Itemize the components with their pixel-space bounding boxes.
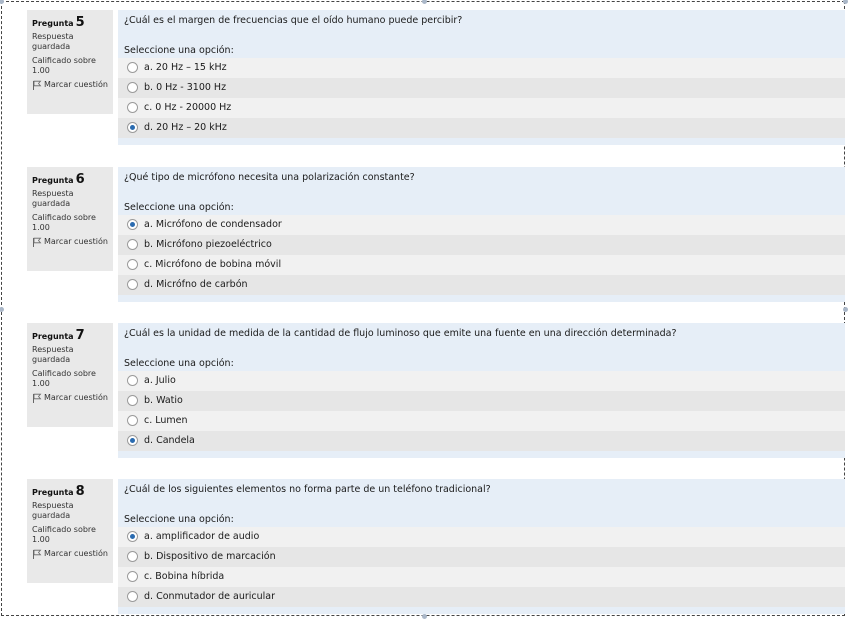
question-number-label: Pregunta — [32, 19, 74, 28]
question-grade: Calificado sobre 1.00 — [32, 369, 96, 388]
radio-button[interactable] — [127, 259, 138, 270]
answer-prompt: Seleccione una opción: — [124, 45, 234, 56]
question-block — [0, 323, 848, 463]
question-content — [118, 323, 845, 458]
radio-button[interactable] — [127, 395, 138, 406]
answer-prompt: Seleccione una opción: — [124, 514, 234, 525]
question-text: ¿Cuál es la unidad de medida de la cantidad de flujo luminoso que emite una fuente en una dirección determinada? — [124, 328, 677, 339]
answer-list — [118, 371, 845, 451]
question-number-value: 7 — [75, 328, 85, 343]
answer-option[interactable] — [118, 431, 845, 451]
question-grade: Calificado sobre 1.00 — [32, 213, 96, 232]
answer-label[interactable]: a. 20 Hz – 15 kHz — [144, 62, 227, 73]
question-info — [27, 167, 113, 271]
question-state: Respuesta guardada — [32, 501, 74, 520]
answer-list — [118, 58, 845, 138]
answer-option[interactable] — [118, 255, 845, 275]
question-info — [27, 10, 113, 114]
answer-label[interactable]: b. Dispositivo de marcación — [144, 551, 276, 562]
question-number-value: 6 — [75, 172, 85, 187]
question-number-value: 8 — [75, 484, 85, 499]
question-grade: Calificado sobre 1.00 — [32, 56, 96, 75]
question-text: ¿Qué tipo de micrófono necesita una polarización constante? — [124, 172, 415, 183]
resize-handle[interactable] — [843, 0, 848, 4]
radio-button[interactable] — [127, 375, 138, 386]
radio-button[interactable] — [127, 415, 138, 426]
answer-prompt: Seleccione una opción: — [124, 358, 234, 369]
radio-button[interactable] — [127, 551, 138, 562]
question-number-label: Pregunta — [32, 488, 74, 497]
answer-prompt: Seleccione una opción: — [124, 202, 234, 213]
answer-list — [118, 527, 845, 607]
flag-question-link[interactable] — [32, 393, 108, 403]
question-info — [27, 323, 113, 427]
radio-button[interactable] — [127, 435, 138, 446]
flag-question-link[interactable] — [32, 80, 108, 90]
question-block — [0, 479, 848, 619]
radio-button[interactable] — [127, 591, 138, 602]
flag-icon — [32, 393, 42, 403]
question-number-label: Pregunta — [32, 176, 74, 185]
answer-option[interactable] — [118, 275, 845, 295]
question-state: Respuesta guardada — [32, 189, 74, 208]
answer-label[interactable]: c. 0 Hz - 20000 Hz — [144, 102, 232, 113]
question-block — [0, 10, 848, 150]
flag-question-label: Marcar cuestión — [44, 549, 108, 558]
flag-question-label: Marcar cuestión — [44, 393, 108, 402]
radio-button[interactable] — [127, 279, 138, 290]
radio-button[interactable] — [127, 531, 138, 542]
answer-label[interactable]: b. Watio — [144, 395, 183, 406]
radio-button[interactable] — [127, 122, 138, 133]
answer-option[interactable] — [118, 98, 845, 118]
question-text: ¿Cuál es el margen de frecuencias que el oído humano puede percibir? — [124, 15, 463, 26]
question-block — [0, 167, 848, 307]
answer-option[interactable] — [118, 235, 845, 255]
radio-button[interactable] — [127, 219, 138, 230]
question-state: Respuesta guardada — [32, 345, 74, 364]
answer-label[interactable]: d. Micrófno de carbón — [144, 279, 248, 290]
answer-option[interactable] — [118, 527, 845, 547]
question-number-value: 5 — [75, 15, 85, 30]
answer-option[interactable] — [118, 411, 845, 431]
question-number-label: Pregunta — [32, 332, 74, 341]
question-grade: Calificado sobre 1.00 — [32, 525, 96, 544]
question-number — [32, 329, 108, 343]
answer-label[interactable]: a. Micrófono de condensador — [144, 219, 282, 230]
question-content — [118, 479, 845, 614]
answer-option[interactable] — [118, 118, 845, 138]
answer-label[interactable]: c. Bobina híbrida — [144, 571, 225, 582]
answer-label[interactable]: d. Candela — [144, 435, 195, 446]
answer-label[interactable]: c. Lumen — [144, 415, 188, 426]
answer-label[interactable]: a. amplificador de audio — [144, 531, 260, 542]
flag-question-label: Marcar cuestión — [44, 237, 108, 246]
radio-button[interactable] — [127, 62, 138, 73]
answer-option[interactable] — [118, 391, 845, 411]
answer-option[interactable] — [118, 215, 845, 235]
answer-option[interactable] — [118, 371, 845, 391]
radio-button[interactable] — [127, 82, 138, 93]
answer-label[interactable]: d. 20 Hz – 20 kHz — [144, 122, 227, 133]
question-content — [118, 10, 845, 145]
answer-option[interactable] — [118, 547, 845, 567]
radio-button[interactable] — [127, 239, 138, 250]
resize-handle[interactable] — [843, 307, 848, 312]
answer-label[interactable]: c. Micrófono de bobina móvil — [144, 259, 282, 270]
answer-list — [118, 215, 845, 295]
question-text: ¿Cuál de los siguientes elementos no forma parte de un teléfono tradicional? — [124, 484, 491, 495]
question-number — [32, 173, 108, 187]
flag-icon — [32, 237, 42, 247]
question-number — [32, 485, 108, 499]
flag-question-label: Marcar cuestión — [44, 80, 108, 89]
answer-label[interactable]: b. Micrófono piezoeléctrico — [144, 239, 272, 250]
answer-option[interactable] — [118, 587, 845, 607]
answer-option[interactable] — [118, 58, 845, 78]
answer-option[interactable] — [118, 78, 845, 98]
question-state: Respuesta guardada — [32, 32, 74, 51]
flag-icon — [32, 80, 42, 90]
question-info — [27, 479, 113, 583]
answer-option[interactable] — [118, 567, 845, 587]
flag-question-link[interactable] — [32, 237, 108, 247]
radio-button[interactable] — [127, 571, 138, 582]
question-number — [32, 16, 108, 30]
question-content — [118, 167, 845, 302]
radio-button[interactable] — [127, 102, 138, 113]
answer-label[interactable]: d. Conmutador de auricular — [144, 591, 276, 602]
flag-icon — [32, 549, 42, 559]
answer-label[interactable]: b. 0 Hz - 3100 Hz — [144, 82, 227, 93]
flag-question-link[interactable] — [32, 549, 108, 559]
answer-label[interactable]: a. Julio — [144, 375, 176, 386]
